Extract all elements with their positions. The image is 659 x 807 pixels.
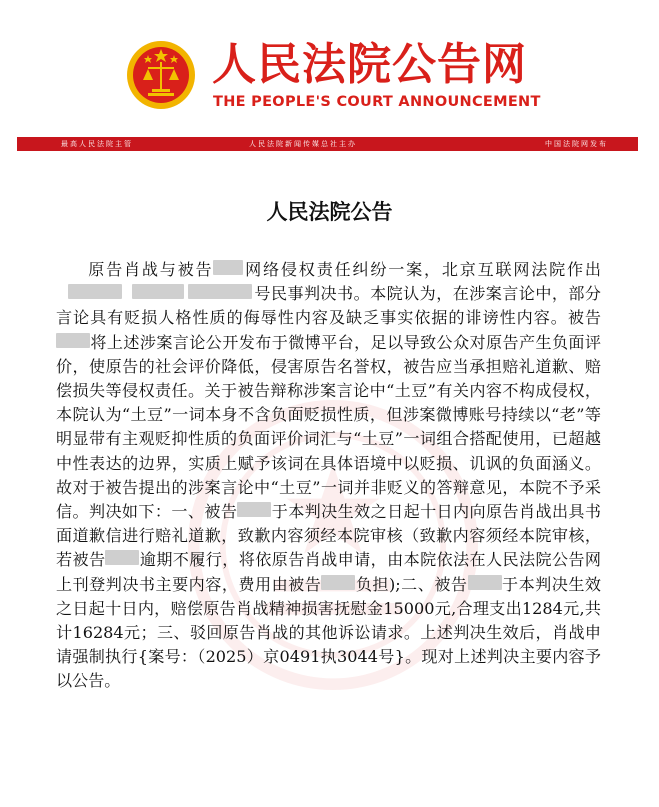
redacted-name [468,575,502,590]
notice-title: 人民法院公告 [266,200,393,224]
notice-text: 负担);二、被告 [355,574,468,594]
supervisor-text: 最高人民法院主管 [61,140,133,148]
masthead-info-bar [17,137,638,151]
notice-text: 将上述涉案言论公开发布于微博平台，足以导致公众对原告产生负面评价，使原告的社会评价降低，侵害原告名誉权，被告应当承担赔礼道歉、赔偿损失等侵权责任。关于被告辩称涉案言论中“土豆”有关内容不构成侵权，本院认为“土豆”一词本身不含负面贬损性质，但涉案微博账号持续以“老”等明显带有主观贬抑性质的负面评价词汇与“土豆”一词组合搭配使用，已超越中性表达的边界，实质上赋予该词在具体语境中以贬损、讥讽的负面涵义。故对于被告提出的涉案言论中“土豆”一词并非贬义的答辩意见，本院不予采信。判决如下：一、被告 [56,332,601,522]
notice-text: 网络侵权责任纠纷一案，北京互联网法院作出 [243,260,602,279]
notice-text: 于本判决生效之日起十日内向原告肖战出具书面道歉信进行赔礼道歉，致歉内容须经本院审核（致歉内容须经本院审核，若被告 [56,502,602,570]
publisher-text: 中国法院网发布 [545,140,608,148]
redacted-name [321,575,355,590]
redacted-name [105,550,139,565]
redacted-name [56,333,90,348]
site-title: 人民法院公告网 [212,39,527,90]
notice-text: 于本判决生效之日起十日内，赔偿原告肖战精神损害抚慰金15000元,合理支出1284元,共计16284元；三、驳回原告肖战的其他诉讼请求。上述判决生效后，肖战申请强制执行{案号：（2025）京0491执3044号}。现对上述判决主要内容予以公告。 [56,574,602,691]
notice-body [56,258,601,694]
national-emblem-icon [126,40,196,110]
redacted-case-number [68,284,122,299]
site-subtitle-english: THE PEOPLE'S COURT ANNOUNCEMENT [213,94,541,110]
redacted-name [237,502,271,517]
redacted-case-number [188,284,252,299]
notice-text: 号民事判决书。本院认为，在涉案言论中，部分言论具有贬损人格性质的侮辱性内容及缺乏事实依据的诽谤性内容。被告 [56,284,601,328]
masthead [0,0,659,160]
organizer-text: 人民法院新闻传媒总社主办 [249,140,357,148]
notice-text: 逾期不履行，将依原告肖战申请，由本院依法在人民法院公告网上刊登判决书主要内容，费用由被告 [56,550,602,594]
redacted-name [213,260,243,275]
notice-text: 原告肖战与被告 [88,260,214,279]
redacted-case-number [132,284,184,299]
